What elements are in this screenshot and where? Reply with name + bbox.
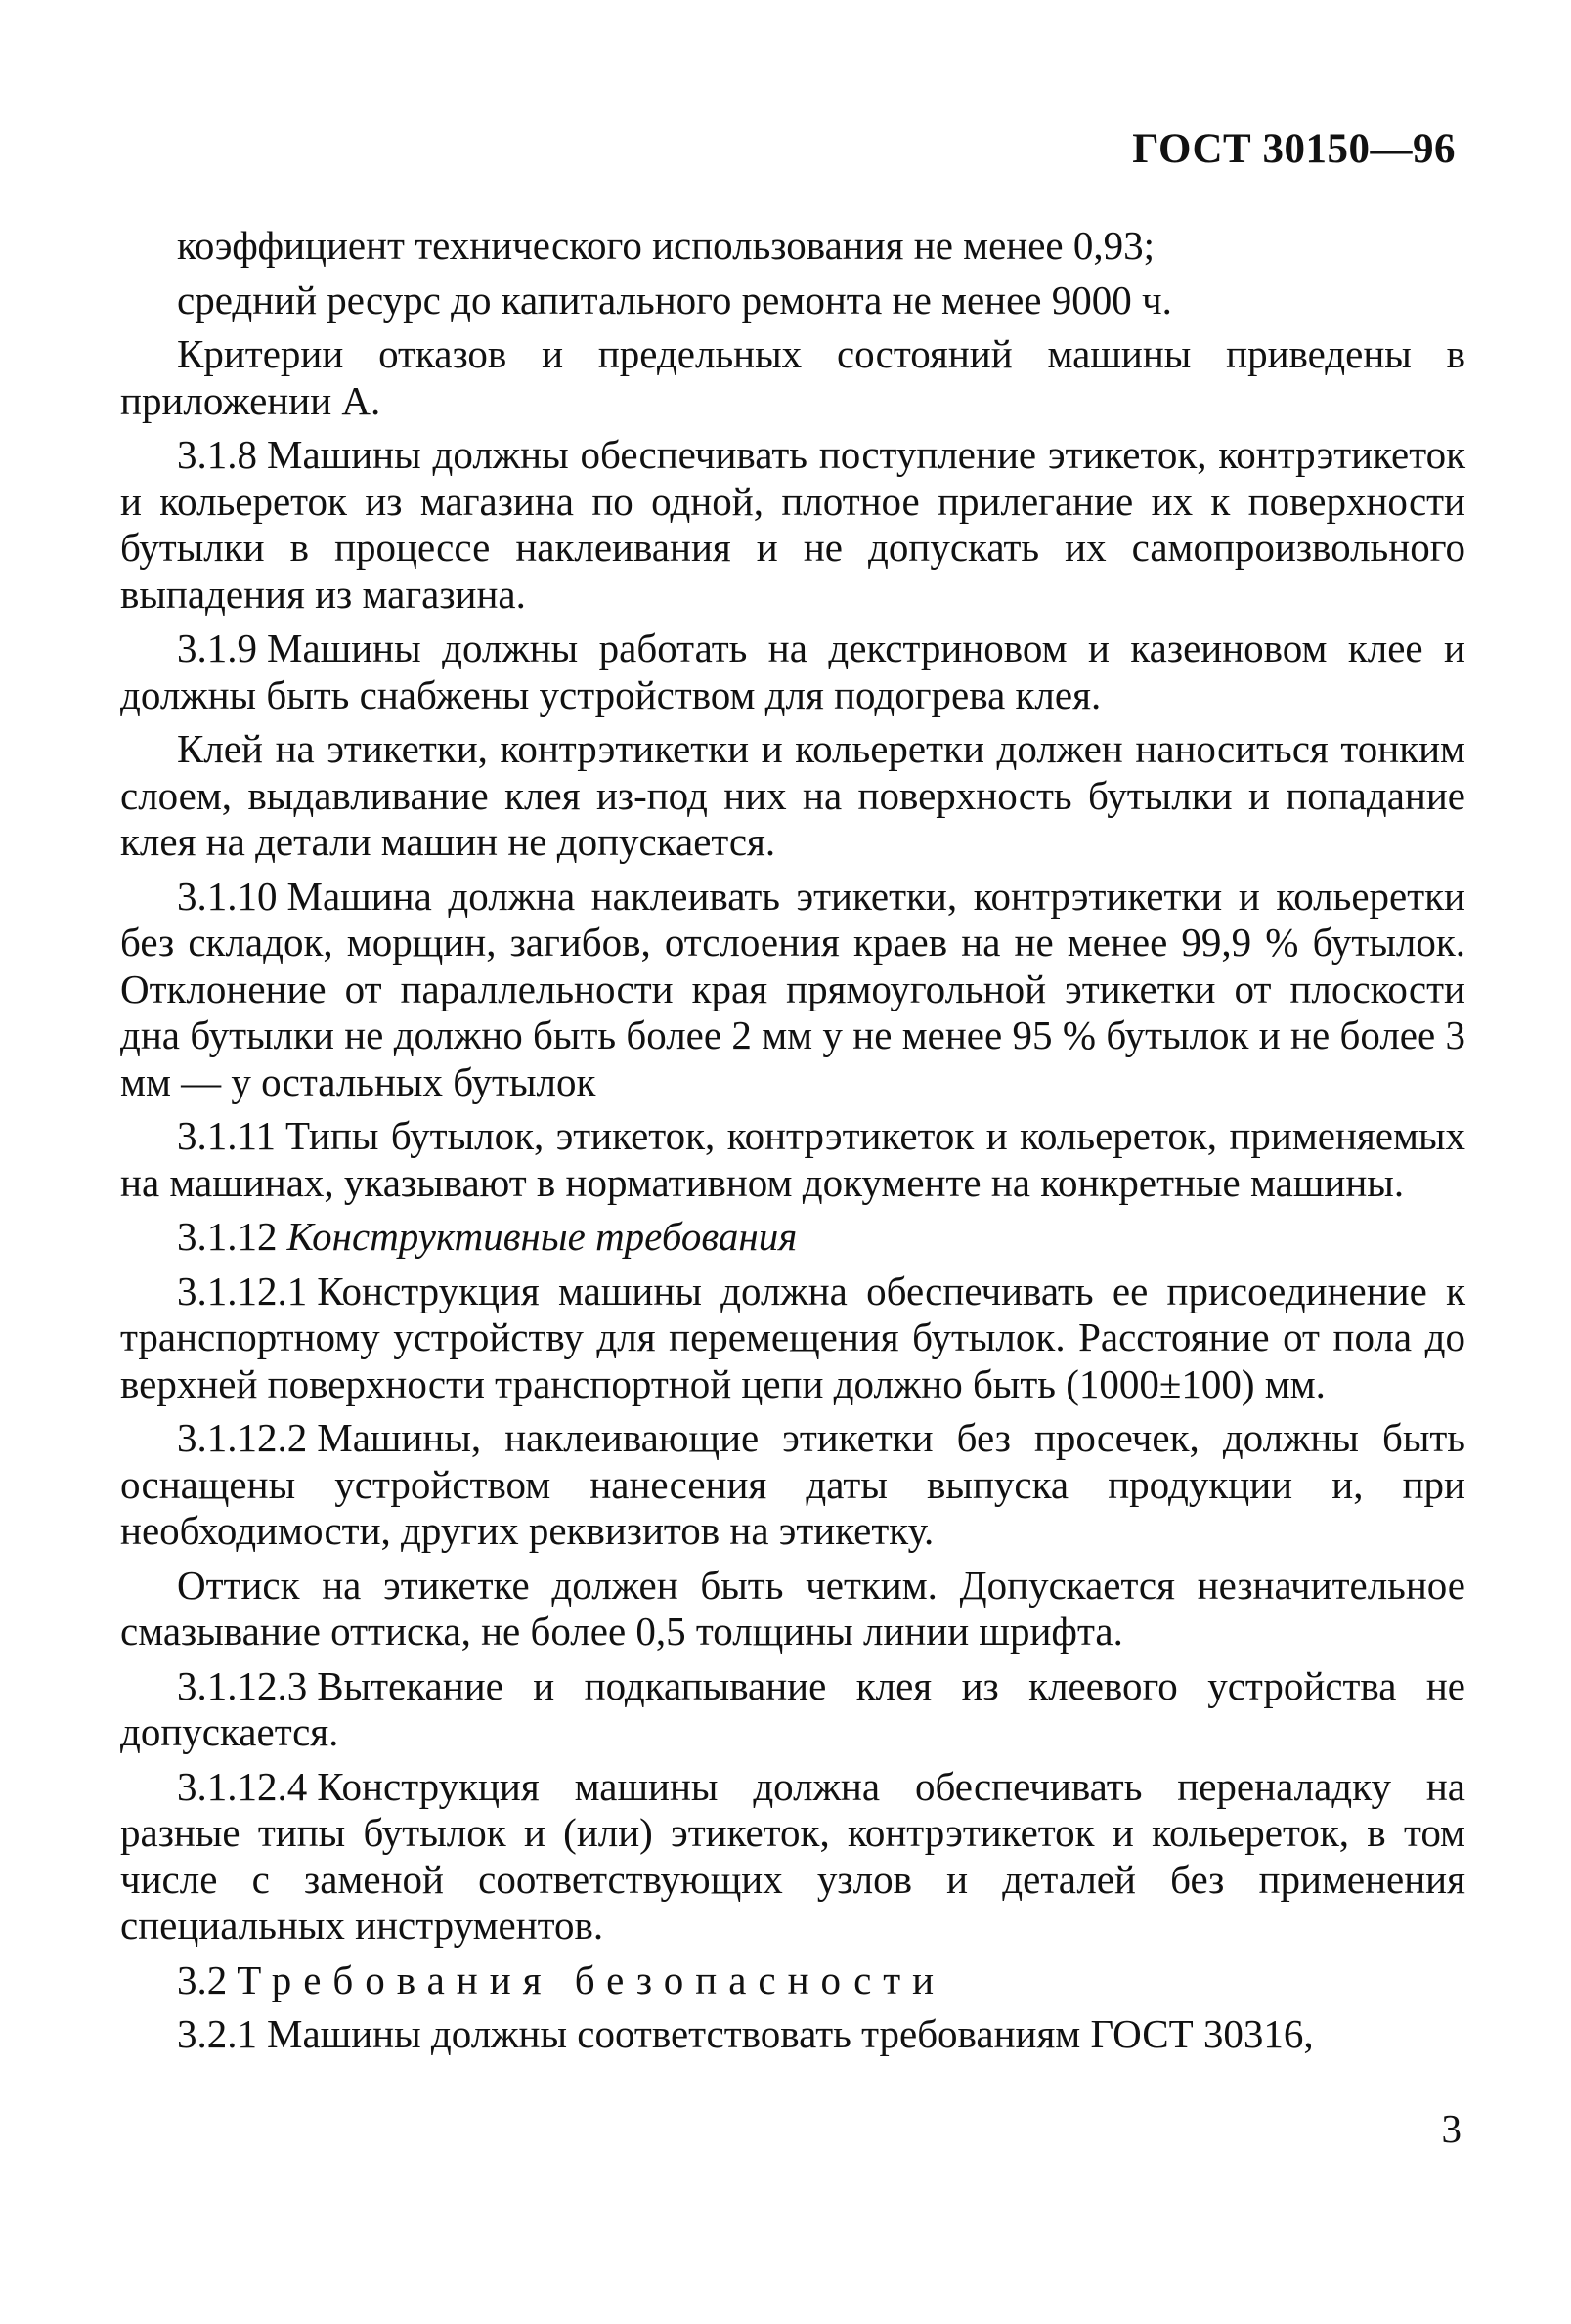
clause-3-1-12-2 [120,1415,1465,1555]
clause-number: 3.2.1 [177,2011,257,2056]
paragraph-text: средний ресурс до капитального ремонта не менее 9000 ч. [177,277,1172,323]
clause-3-1-12-4 [120,1764,1465,1950]
paragraph-text: Клей на этикетки, контрэтикетки и кольеретки должен наноситься тонким слоем, выдавливание клея из-под них на поверхность бутылки и попадание клея на детали машин не допускается. [120,726,1465,864]
paragraph-text: коэффициент технического использования не менее 0,93; [177,223,1156,268]
section-heading-3-2 [120,1958,1465,2004]
section-number: 3.2 [177,1957,228,2002]
document-header-id: ГОСТ 30150—96 [1132,126,1456,172]
clause-number: 3.1.12.3 [177,1662,308,1708]
clause-number: 3.1.12.4 [177,1763,308,1809]
paragraph-text: Машины должны обеспечивать поступление этикеток, контрэтикеток и кольереток из магазина по одной, плотное прилегание их к поверхности бутылки в процессе наклеивания и не допускать их самопроизвольного выпадения из магазина. [120,432,1465,617]
clause-number: 3.1.10 [177,873,278,919]
clause-number: 3.1.11 [177,1113,276,1158]
paragraph-text: Машина должна наклеивать этикетки, контрэтикетки и кольеретки без складок, морщин, загибов, отслоения краев на не менее 99,9 % бутылок. Отклонение от параллельности края прямоугольной этикетки от плоскости дна бутылки не должно быть более 2 мм у не менее 95 % бутылок и не более 3 мм — у остальных бутылок [120,873,1465,1104]
clause-number: 3.1.12.1 [177,1268,308,1313]
clause-3-1-12 [120,1214,1465,1261]
clause-3-1-12-1 [120,1269,1465,1408]
paragraph-text: Конструкция машины должна обеспечивать ее присоединение к транспортному устройству для перемещения бутылок. Расстояние от пола до верхней поверхности транспортной цепи должно быть (1000±100) мм. [120,1268,1465,1406]
document-body [120,223,1465,2066]
paragraph-text: Машины должны соответствовать требованиям ГОСТ 30316, [267,2011,1314,2056]
paragraph [120,223,1465,270]
clause-number: 3.1.12 [177,1214,278,1259]
paragraph [120,278,1465,324]
clause-number: 3.1.9 [177,625,257,670]
paragraph-text: Типы бутылок, этикеток, контрэтикеток и кольереток, применяемых на машинах, указывают в нормативном документе на конкретные машины. [120,1113,1465,1205]
section-title: Требования безопасности [237,1957,946,2002]
page-number: 3 [1441,2106,1462,2151]
paragraph-text: Критерии отказов и предельных состояний машины приведены в приложении А. [120,331,1465,423]
paragraph-text: Вытекание и подкапывание клея из клеевого устройства не допускается. [120,1662,1465,1754]
clause-3-2-1 [120,2011,1465,2058]
paragraph [120,331,1465,424]
paragraph-text: Машины, наклеивающие этикетки без просечек, должны быть оснащены устройством нанесения даты выпуска продукции и, при необходимости, других реквизитов на этикетку. [120,1415,1465,1553]
paragraph [120,1563,1465,1656]
clause-3-1-12-3 [120,1663,1465,1756]
paragraph-text: Оттиск на этикетке должен быть четким. Допускается незначительное смазывание оттиска, не более 0,5 толщины линии шрифта. [120,1562,1465,1654]
subsection-title: Конструктивные требования [286,1214,798,1259]
paragraph-text: Конструкция машины должна обеспечивать переналадку на разные типы бутылок и (или) этикеток, контрэтикеток и кольереток, в том числе с заменой соответствующих узлов и деталей без применения специальных инструментов. [120,1763,1465,1948]
clause-3-1-11 [120,1113,1465,1206]
clause-number: 3.1.8 [177,432,257,477]
paragraph [120,726,1465,866]
clause-number: 3.1.12.2 [177,1415,308,1460]
clause-3-1-9 [120,625,1465,718]
clause-3-1-8 [120,432,1465,618]
paragraph-text: Машины должны работать на декстриновом и казеиновом клее и должны быть снабжены устройством для подогрева клея. [120,625,1465,717]
clause-3-1-10 [120,874,1465,1106]
